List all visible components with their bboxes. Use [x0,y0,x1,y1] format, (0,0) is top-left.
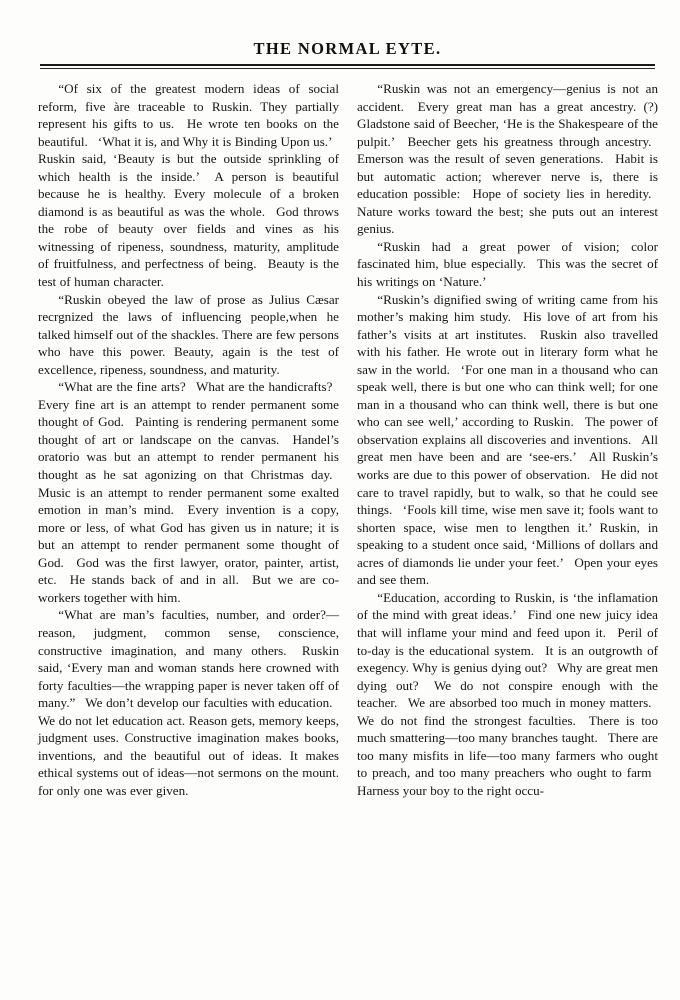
header-rule-thick [40,64,655,66]
paragraph: “What are man’s faculties, number, and order?—reason, judgment, common sense, conscience, constructive imagination, and many others. Ruskin said, ‘Every man and woman stands here crowned with forty faculties—the wrapping paper is never taken off of many.” We don’t develop our faculties with education. We do not let education act. Reason gets, memory keeps, judgment uses. Constructive imagination makes books, inventions, and the beautiful out of ideas. It makes ethical systems out of ideas—not sermons on the mount. for only one was ever given. [38,607,339,798]
page-title: THE NORMAL EYTE. [253,39,442,58]
paragraph: “What are the fine arts? What are the handicrafts? Every fine art is an attempt to render permanent some thought of God. Painting is rendering permanent some thought of art or landscape on the canvas. Handel’s oratorio was but an attempt to render permanent his thought as he sat agonizing on that Christmas day. Music is an attempt to render permanent some exalted emotion in man’s mind. Every invention is a copy, more or less, of what God has given us in nature; it is but an attempt to render permanent some thought of God. God was the first lawyer, orator, painter, artist, etc. He stands back of and in all. But we are co-workers together with him. [38,379,339,605]
masthead [40,40,655,69]
paragraph: “Education, according to Ruskin, is ‘the inflamation of the mind with great ideas.’ Find one new juicy idea that will inflame your mind and feed upon it. Peril of to-day is the educational system. It is an outgrowth of exegency. Why is genius dying out? Why are great men dying out? We do not conspire enough with the teacher. We are absorbed too much in money matters. We do not find the strongest faculties. There is too much smattering—too many branches taught. There are too many misfits in life—too many farmers who ought to preach, and too many preachers who ought to farm Harness your boy to the right occu- [357,589,658,798]
two-column-body [38,80,658,799]
header-rule [40,64,655,69]
paragraph: “Of six of the greatest modern ideas of social reform, five àre traceable to Ruskin. They partially represent his gifts to us. He wrote ten books on the beautiful. ‘What it is, and Why it is Binding Upon us.’ Ruskin said, ‘Beauty is but the outside sprinkling of which health is the inside.’ A person is beautiful because he is healthy. Every molecule of a broken diamond is as beautiful as was the whole. God throws the robe of beauty over fields and vines as his witnessing of ripeness, soundness, maturity, amplitude of fruitfulness, and perfectness of being. Beauty is the test of human character. [38,81,339,290]
left-column [38,80,339,799]
paragraph: “Ruskin’s dignified swing of writing came from his mother’s making him study. His love of art from his father’s visits at art institutes. Ruskin also travelled with his father. He wrote out in literary form what he saw in the world. ‘For one man in a thousand who can speak well, there is but one who can think well; for one man in a thousand who can think well, there is but one who can see well,’ according to Ruskin. The power of observation explains all discoveries and inventions. All great men have been and are ‘see-ers.’ All Ruskin’s works are due to this power of observation. He did not care to travel rapidly, but to walk, so that he could see things. ‘Fools kill time, wise men save it; fools want to shorten space, wise men to lengthen it.’ Ruskin, in speaking to a student once said, ‘Millions of dollars and acres of diamonds lie under your feet.’ Open your eyes and see them. [357,291,658,588]
paragraph: “Ruskin was not an emergency—genius is not an accident. Every great man has a great ancestry. (?) Gladstone said of Beecher, ‘He is the Shakespeare of the pulpit.’ Beecher gets his greatness through ancestry. Emerson was the result of seven generations. Habit is but automatic action; wherever nerve is, there is education possible: Hope of society lies in heredity. Nature works toward the best; she puts out an interest genius. [357,81,658,237]
header-rule-thin [40,68,655,69]
paragraph: “Ruskin obeyed the law of prose as Julius Cæsar recrgnized the laws of influencing people,when he talked himself out of the shackles. There are few persons who have this power. Beauty, again is the test of excellence, ripeness, soundness, and maturity. [38,291,339,377]
paragraph: “Ruskin had a great power of vision; color fascinated him, blue especially. This was the secret of his writings on ‘Nature.’ [357,238,658,290]
right-column [357,80,658,799]
